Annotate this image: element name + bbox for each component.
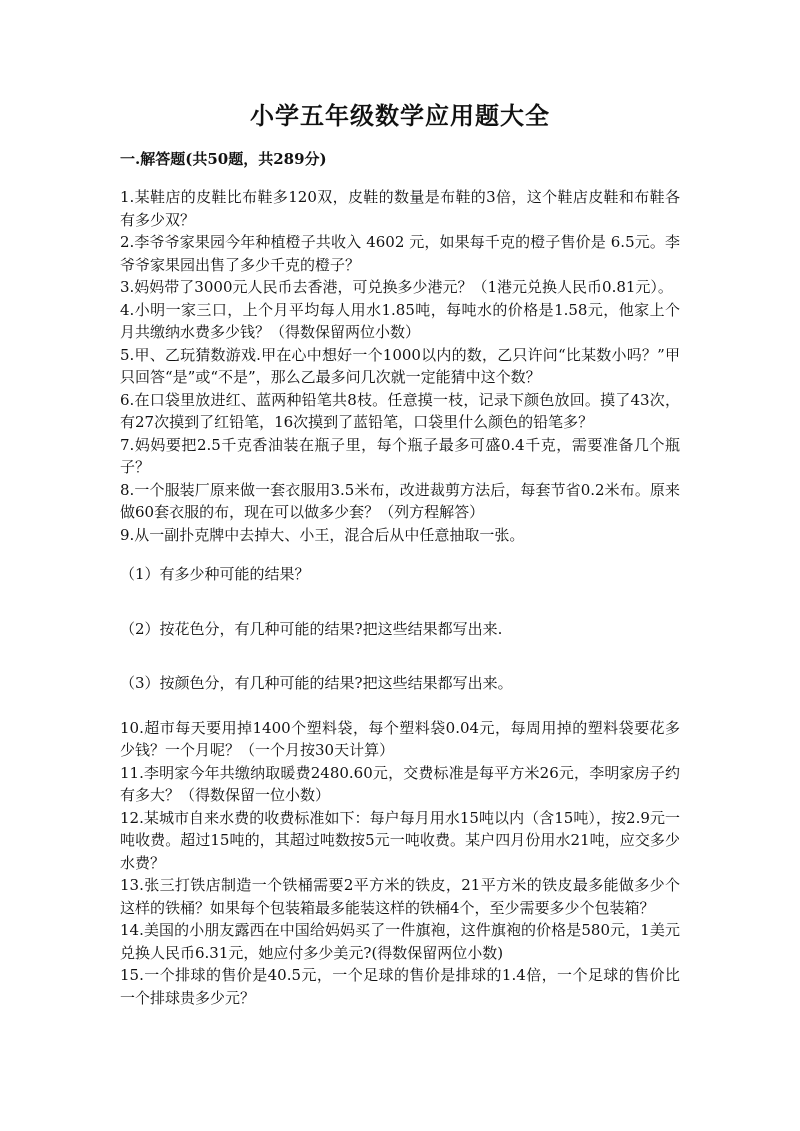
question-8: 8.一个服装厂原来做一套衣服用3.5米布，改进裁剪方法后，每套节省0.2米布。原来做60套衣服的布，现在可以做多少套？（列方程解答）: [120, 480, 680, 521]
question-10: 10.超市每天要用掉1400个塑料袋，每个塑料袋0.04元，每周用掉的塑料袋要花多少钱？一个月呢？（一个月按30天计算）: [120, 718, 680, 759]
question-9-part-1: （1）有多少种可能的结果？: [120, 565, 310, 583]
section-heading: 一.解答题(共50题，共289分): [120, 150, 327, 168]
question-2: 2.李爷爷家果园今年种植橙子共收入 4602 元，如果每千克的橙子售价是 6.5元。李爷爷家果园出售了多少千克的橙子？: [120, 233, 680, 274]
question-13: 13.张三打铁店制造一个铁桶需要2平方米的铁皮，21平方米的铁皮最多能做多少个这样的铁桶？如果每个包装箱最多能装这样的铁桶4个，至少需要多少个包装箱？: [120, 876, 680, 917]
question-12: 12.某城市自来水费的收费标准如下：每户每月用水15吨以内（含15吨），按2.9元一吨收费。超过15吨的，其超过吨数按5元一吨收费。某户四月份用水21吨，应交多少水费？: [120, 808, 680, 872]
question-4: 4.小明一家三口，上个月平均每人用水1.85吨，每吨水的价格是1.58元，他家上个月共缴纳水费多少钱？（得数保留两位小数）: [120, 300, 680, 341]
question-3: 3.妈妈带了3000元人民币去香港，可兑换多少港元？（1港元兑换人民币0.81元）。: [120, 278, 673, 296]
question-5: 5.甲、乙玩猜数游戏.甲在心中想好一个1000以内的数，乙只许问“比某数小吗？”甲只回答“是”或“不是”，那么乙最多问几次就一定能猜中这个数？: [120, 345, 680, 386]
page-title: 小学五年级数学应用题大全: [250, 101, 550, 130]
question-14: 14.美国的小朋友露西在中国给妈妈买了一件旗袍，这件旗袍的价格是580元，1美元兑换人民币6.31元，她应付多少美元?(得数保留两位小数): [120, 921, 680, 962]
question-list: [120, 186, 680, 1009]
question-9: 9.从一副扑克牌中去掉大、小王，混合后从中任意抽取一张。: [120, 525, 525, 544]
question-9-part-3: （3）按颜色分，有几种可能的结果?把这些结果都写出来。: [120, 674, 513, 692]
question-6: 6.在口袋里放进红、蓝两种铅笔共8枝。任意摸一枝，记录下颜色放回。摸了43次，有27次摸到了红铅笔，16次摸到了蓝铅笔，口袋里什么颜色的铅笔多？: [120, 390, 680, 431]
question-1: 1.某鞋店的皮鞋比布鞋多120双，皮鞋的数量是布鞋的3倍，这个鞋店皮鞋和布鞋各有多少双？: [120, 188, 680, 229]
question-11: 11.李明家今年共缴纳取暖费2480.60元，交费标准是每平方米26元，李明家房子约有多大？（得数保留一位小数）: [120, 763, 680, 804]
question-9-part-2: （2）按花色分，有几种可能的结果?把这些结果都写出来.: [120, 619, 503, 638]
question-15: 15.一个排球的售价是40.5元，一个足球的售价是排球的1.4倍，一个足球的售价比一个排球贵多少元？: [120, 966, 680, 1007]
question-7: 7.妈妈要把2.5千克香油装在瓶子里，每个瓶子最多可盛0.4千克，需要准备几个瓶子？: [120, 435, 680, 476]
